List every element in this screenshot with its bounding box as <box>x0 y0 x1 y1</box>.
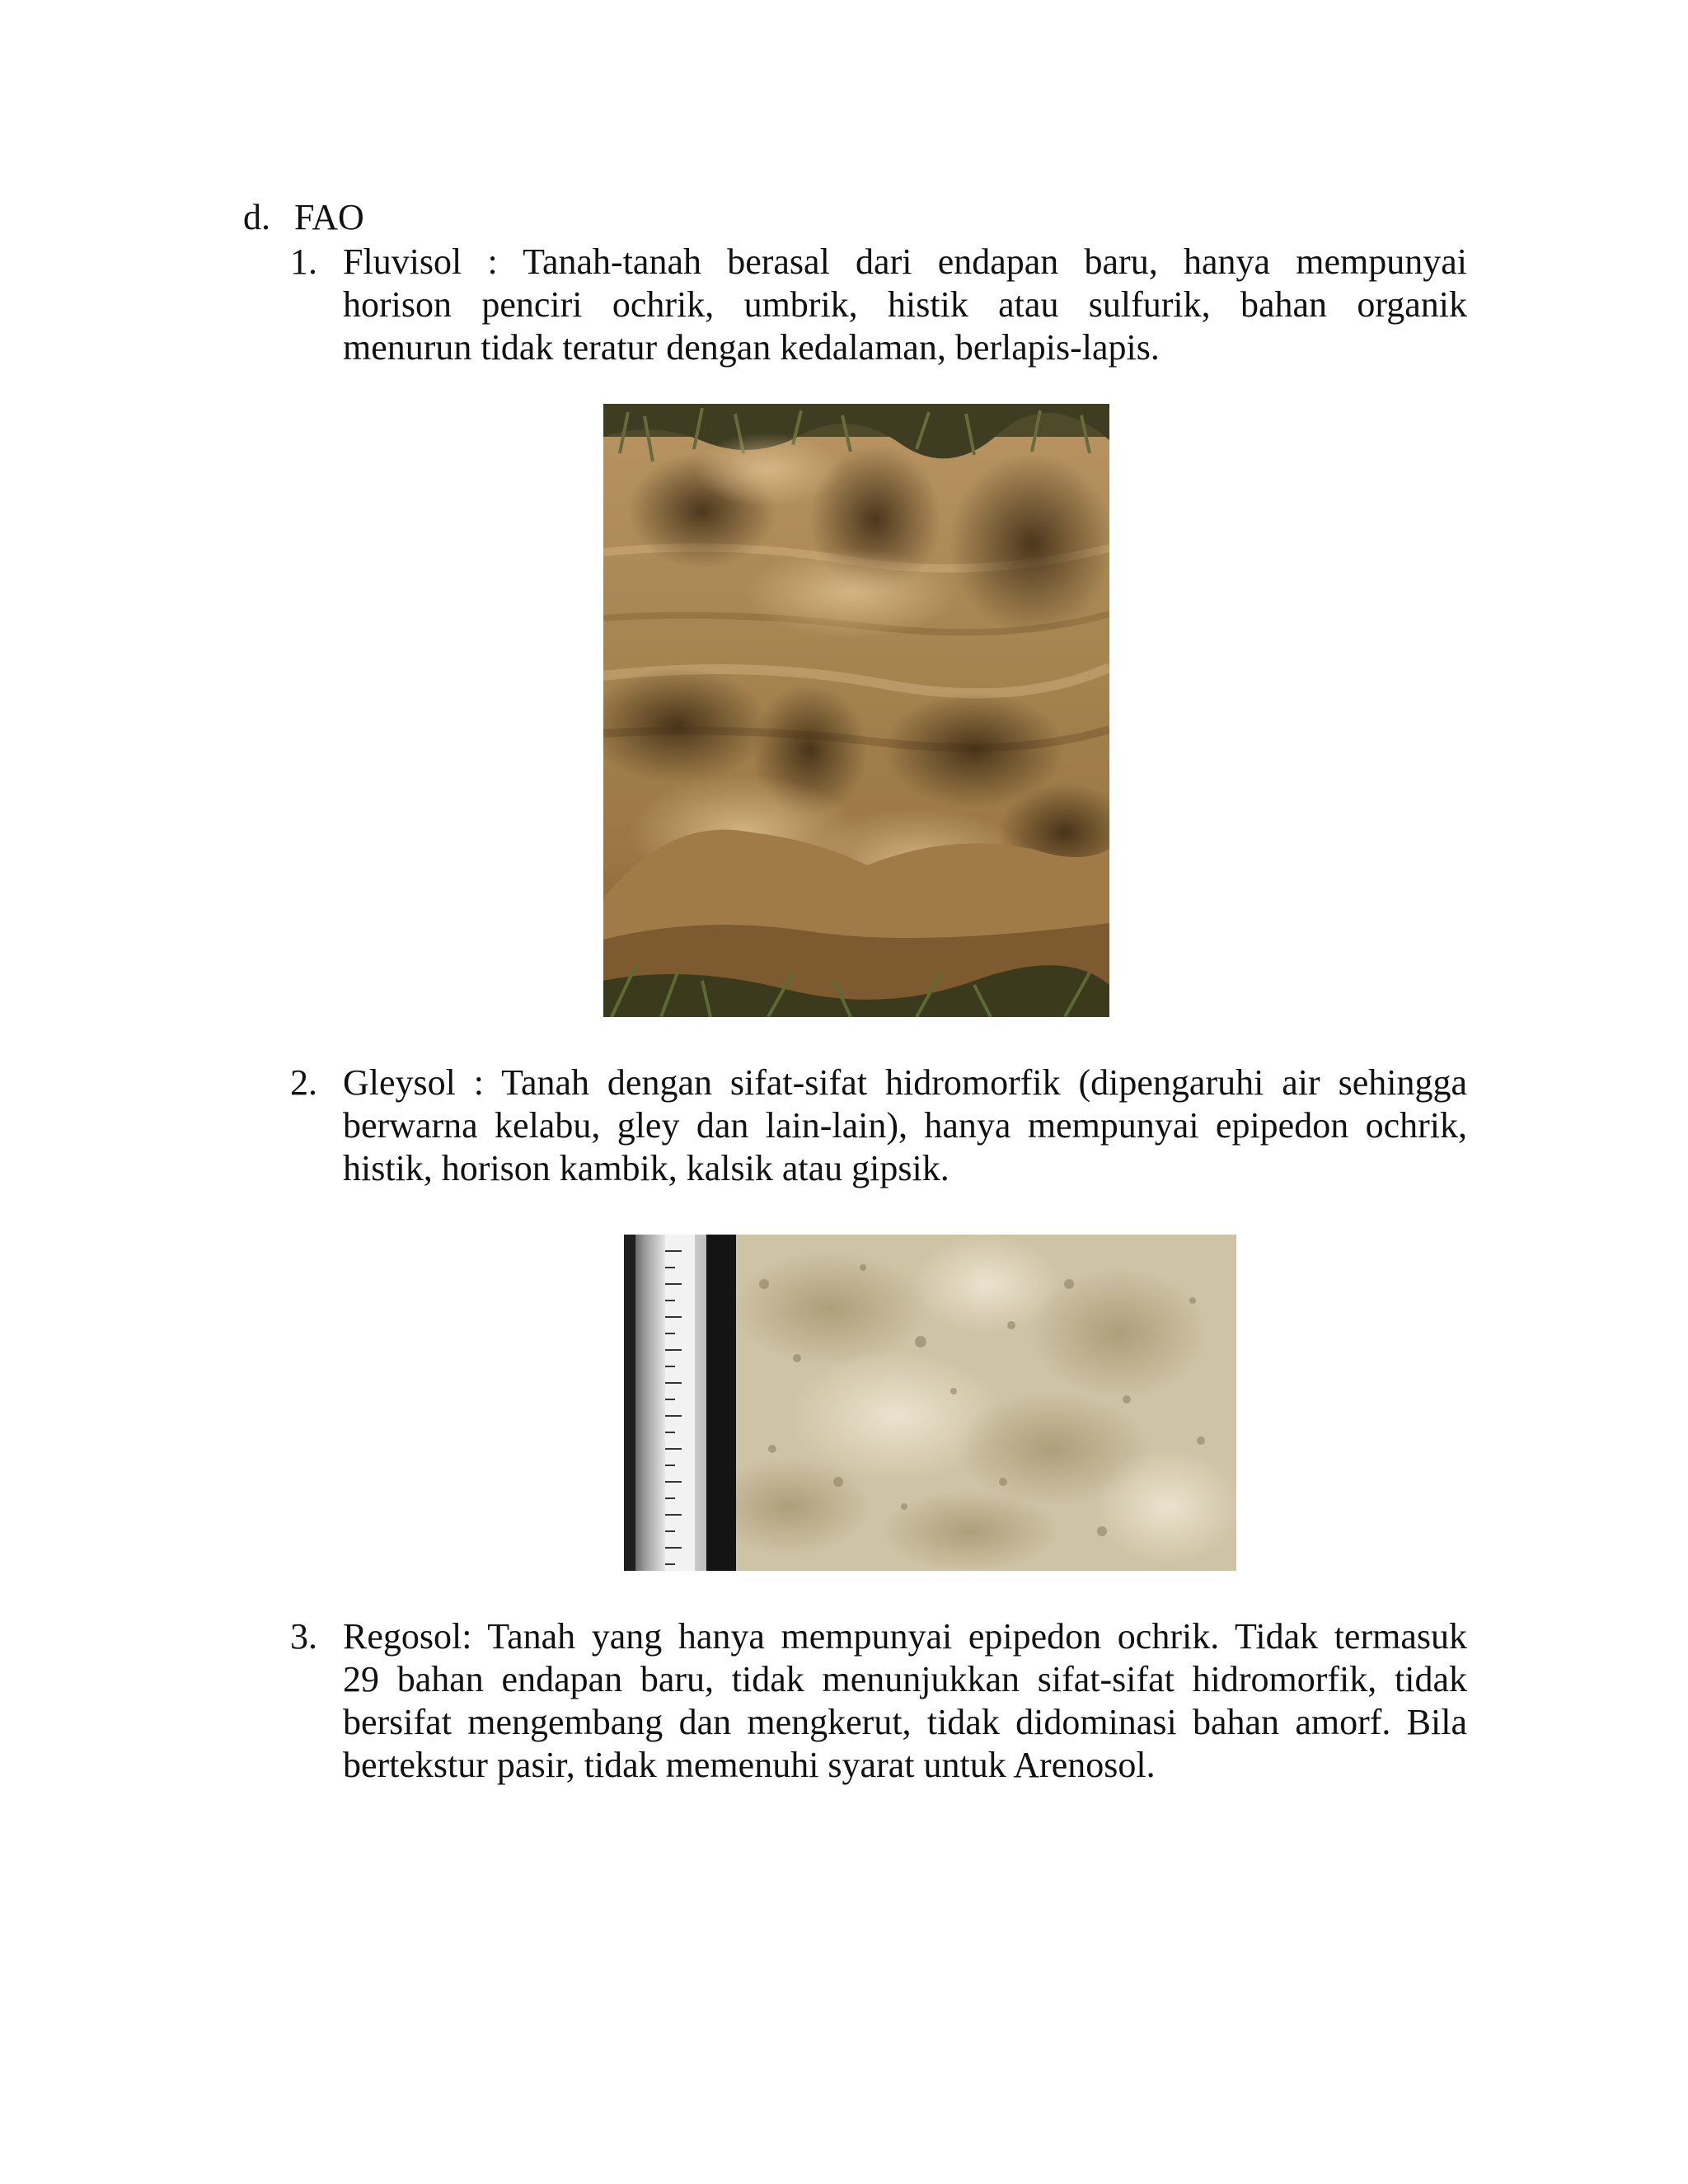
text-line: horison penciri ochrik, umbrik, histik atau sulfurik, bahan organik <box>343 284 1467 325</box>
section-marker: d. <box>243 197 270 237</box>
list-item-text <box>343 1615 1467 1787</box>
text-line: bertekstur pasir, tidak memenuhi syarat untuk Arenosol. <box>343 1745 1156 1785</box>
section-title: FAO <box>294 197 364 237</box>
text-line: berwarna kelabu, gley dan lain-lain), hanya mempunyai epipedon ochrik, <box>343 1105 1467 1146</box>
text-line: menurun tidak teratur dengan kedalaman, berlapis-lapis. <box>343 327 1160 368</box>
text-line: Fluvisol : Tanah-tanah berasal dari endapan baru, hanya mempunyai <box>343 241 1467 282</box>
list-item-number: 1. <box>290 241 317 282</box>
text-line: bersifat mengembang dan mengkerut, tidak didominasi bahan amorf. Bila <box>343 1702 1467 1742</box>
list-item-regosol <box>290 1615 1467 1787</box>
list-item-text <box>343 1062 1467 1190</box>
text-line: 29 bahan endapan baru, tidak menunjukkan sifat-sifat hidromorfik, tidak <box>343 1659 1467 1699</box>
section-heading <box>243 196 364 239</box>
list-item-text <box>343 241 1467 369</box>
gleysol-soil-profile-photo <box>624 1235 1236 1571</box>
fluvisol-soil-profile-photo <box>603 404 1109 1017</box>
list-item-number: 3. <box>290 1616 317 1657</box>
list-item-fluvisol <box>290 241 1467 369</box>
text-line: Gleysol : Tanah dengan sifat-sifat hidromorfik (dipengaruhi air sehingga <box>343 1062 1467 1103</box>
text-line: Regosol: Tanah yang hanya mempunyai epipedon ochrik. Tidak termasuk <box>343 1616 1467 1657</box>
text-line: histik, horison kambik, kalsik atau gipsik. <box>343 1148 950 1188</box>
list-item-gleysol <box>290 1062 1467 1190</box>
list-item-number: 2. <box>290 1062 317 1103</box>
